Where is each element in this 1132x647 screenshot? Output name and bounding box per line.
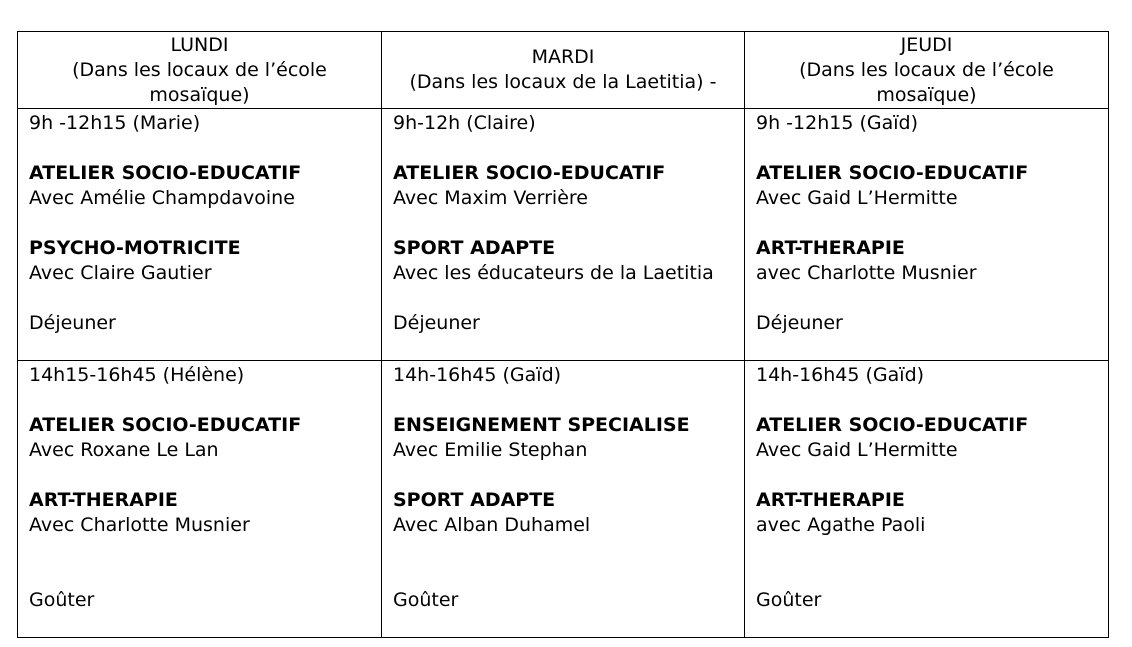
activity-title: ART-THERAPIE	[756, 237, 905, 259]
afternoon-mardi	[382, 361, 745, 638]
activity-with: Avec Amélie Champdavoine	[29, 187, 295, 209]
activity-with: Avec Emilie Stephan	[393, 439, 588, 461]
activity-with: Avec Alban Duhamel	[393, 514, 591, 536]
activity-title: SPORT ADAPTE	[393, 237, 556, 259]
meal-label: Déjeuner	[393, 312, 480, 334]
day-title: MARDI	[531, 46, 595, 68]
header-lundi	[18, 32, 382, 109]
snack-label: Goûter	[393, 589, 459, 611]
header-mardi	[382, 32, 745, 109]
morning-jeudi	[745, 109, 1109, 361]
activity-title: PSYCHO-MOTRICITE	[29, 237, 241, 259]
activity-title: ART-THERAPIE	[29, 489, 178, 511]
activity-with: Avec Charlotte Musnier	[29, 514, 250, 536]
slot-time: 9h -12h15 (Marie)	[29, 112, 201, 134]
activity-title: ART-THERAPIE	[756, 489, 905, 511]
header-jeudi	[745, 32, 1109, 109]
morning-mardi	[382, 109, 745, 361]
activity-title: ATELIER SOCIO-EDUCATIF	[29, 414, 302, 436]
morning-row	[18, 109, 1109, 361]
activity-title: SPORT ADAPTE	[393, 489, 556, 511]
header-row	[18, 32, 1109, 109]
slot-time: 9h-12h (Claire)	[393, 112, 536, 134]
activity-with: Avec Gaid L’Hermitte	[756, 439, 958, 461]
meal-label: Déjeuner	[756, 312, 843, 334]
afternoon-row	[18, 361, 1109, 638]
activity-title: ATELIER SOCIO-EDUCATIF	[29, 162, 302, 184]
slot-time: 14h-16h45 (Gaïd)	[756, 364, 925, 386]
snack-label: Goûter	[756, 589, 822, 611]
activity-with: Avec Gaid L’Hermitte	[756, 187, 958, 209]
activity-with: Avec Maxim Verrière	[393, 187, 588, 209]
activity-with: avec Charlotte Musnier	[756, 262, 977, 284]
slot-time: 9h -12h15 (Gaïd)	[756, 112, 918, 134]
day-title: LUNDI	[170, 34, 229, 56]
activity-title: ATELIER SOCIO-EDUCATIF	[756, 414, 1029, 436]
activity-title: ATELIER SOCIO-EDUCATIF	[393, 162, 666, 184]
meal-label: Déjeuner	[29, 312, 116, 334]
afternoon-jeudi	[745, 361, 1109, 638]
day-location: (Dans les locaux de l’école	[72, 59, 327, 81]
activity-with: Avec Roxane Le Lan	[29, 439, 219, 461]
snack-label: Goûter	[29, 589, 95, 611]
slot-time: 14h-16h45 (Gaïd)	[393, 364, 562, 386]
weekly-schedule-table	[17, 31, 1109, 638]
activity-title: ATELIER SOCIO-EDUCATIF	[756, 162, 1029, 184]
activity-with: avec Agathe Paoli	[756, 514, 926, 536]
slot-time: 14h15-16h45 (Hélène)	[29, 364, 245, 386]
day-location-cont: mosaïque)	[149, 84, 250, 106]
morning-lundi	[18, 109, 382, 361]
day-title: JEUDI	[900, 34, 953, 56]
day-location: (Dans les locaux de l’école	[799, 59, 1054, 81]
activity-title: ENSEIGNEMENT SPECIALISE	[393, 414, 690, 436]
activity-with: Avec Claire Gautier	[29, 262, 212, 284]
day-location-cont: mosaïque)	[876, 84, 977, 106]
day-location: (Dans les locaux de la Laetitia) -	[409, 71, 717, 93]
afternoon-lundi	[18, 361, 382, 638]
activity-with: Avec les éducateurs de la Laetitia	[393, 262, 714, 284]
